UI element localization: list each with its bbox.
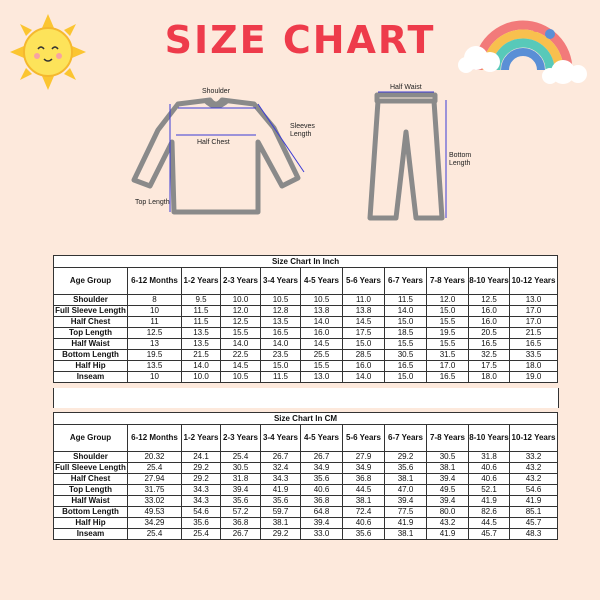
table-cell: 22.5 bbox=[221, 350, 261, 361]
label-sleeves-length: Sleeves Length bbox=[290, 123, 315, 138]
table-cell: 29.2 bbox=[182, 474, 221, 485]
cm-size-table bbox=[53, 412, 558, 540]
table-cell: 13 bbox=[128, 339, 182, 350]
table-cell: 10.5 bbox=[261, 295, 301, 306]
table-cell: 38.1 bbox=[261, 518, 301, 529]
column-header: 10-12 Years bbox=[510, 425, 558, 452]
table-cell: 14.0 bbox=[301, 317, 343, 328]
table-cell: 10.5 bbox=[301, 295, 343, 306]
table-cell: 15.5 bbox=[221, 328, 261, 339]
table-cell: 80.0 bbox=[427, 507, 469, 518]
table-cell: 11.5 bbox=[182, 306, 221, 317]
table-cell: 38.1 bbox=[385, 474, 427, 485]
table-cell: 24.1 bbox=[182, 452, 221, 463]
table-cell: 52.1 bbox=[469, 485, 510, 496]
column-header: 6-7 Years bbox=[385, 425, 427, 452]
table-cell: 13.8 bbox=[343, 306, 385, 317]
table-row bbox=[54, 350, 558, 361]
table-cell: 35.6 bbox=[221, 496, 261, 507]
column-header: Age Group bbox=[54, 268, 128, 295]
table-cell: 35.6 bbox=[343, 529, 385, 540]
table-cell: 54.6 bbox=[182, 507, 221, 518]
table-cell: 33.02 bbox=[128, 496, 182, 507]
garment-diagram bbox=[0, 80, 600, 250]
table-cell: 17.0 bbox=[510, 317, 558, 328]
table-cell: 8 bbox=[128, 295, 182, 306]
table-cell: 34.9 bbox=[343, 463, 385, 474]
table-cell: 13.8 bbox=[301, 306, 343, 317]
column-header: 6-12 Months bbox=[128, 425, 182, 452]
table-cell: 20.32 bbox=[128, 452, 182, 463]
table-row bbox=[54, 507, 558, 518]
table-cell: 39.4 bbox=[301, 518, 343, 529]
table-cell: 12.5 bbox=[221, 317, 261, 328]
table-cell: 15.0 bbox=[343, 339, 385, 350]
table-cell: 17.0 bbox=[510, 306, 558, 317]
table-cell: 29.2 bbox=[182, 463, 221, 474]
table-cell: 14.0 bbox=[182, 361, 221, 372]
table-cell: 35.6 bbox=[182, 518, 221, 529]
table-cell: 32.4 bbox=[261, 463, 301, 474]
column-header: 2-3 Years bbox=[221, 425, 261, 452]
table-cell: 10.0 bbox=[221, 295, 261, 306]
table-cell: 29.2 bbox=[385, 452, 427, 463]
column-header: 6-12 Months bbox=[128, 268, 182, 295]
table-cell: 15.5 bbox=[427, 339, 469, 350]
table-row bbox=[54, 339, 558, 350]
table-cell: 26.7 bbox=[301, 452, 343, 463]
table-cell: 35.6 bbox=[301, 474, 343, 485]
table-row bbox=[54, 372, 558, 383]
table-cell: 45.7 bbox=[510, 518, 558, 529]
label-half-waist: Half Waist bbox=[390, 84, 422, 91]
table-cell: 34.3 bbox=[261, 474, 301, 485]
table-cell: 35.6 bbox=[261, 496, 301, 507]
table-cell: 10.5 bbox=[221, 372, 261, 383]
label-half-chest: Half Chest bbox=[197, 139, 230, 146]
column-header: 6-7 Years bbox=[385, 268, 427, 295]
table-cell: 11.5 bbox=[182, 317, 221, 328]
table-cell: 85.1 bbox=[510, 507, 558, 518]
table-cell: 31.5 bbox=[427, 350, 469, 361]
row-label: Top Length bbox=[54, 328, 128, 339]
table-cell: 33.2 bbox=[510, 452, 558, 463]
table-cell: 14.0 bbox=[221, 339, 261, 350]
row-label: Shoulder bbox=[54, 295, 128, 306]
table-cell: 39.4 bbox=[385, 496, 427, 507]
inch-size-table bbox=[53, 255, 558, 383]
table-cell: 15.5 bbox=[427, 317, 469, 328]
column-header: 7-8 Years bbox=[427, 268, 469, 295]
table-row bbox=[54, 306, 558, 317]
table-cell: 43.2 bbox=[510, 474, 558, 485]
table-cell: 11.5 bbox=[261, 372, 301, 383]
table-cell: 13.5 bbox=[128, 361, 182, 372]
table-cell: 11.5 bbox=[385, 295, 427, 306]
table-cell: 26.7 bbox=[261, 452, 301, 463]
row-label: Bottom Length bbox=[54, 350, 128, 361]
table-cell: 25.4 bbox=[221, 452, 261, 463]
table-cell: 38.1 bbox=[343, 496, 385, 507]
table-cell: 39.4 bbox=[427, 496, 469, 507]
table-cell: 16.5 bbox=[427, 372, 469, 383]
table-cell: 59.7 bbox=[261, 507, 301, 518]
table-row bbox=[54, 295, 558, 306]
table-cell: 33.0 bbox=[301, 529, 343, 540]
table-cell: 44.5 bbox=[343, 485, 385, 496]
table-row bbox=[54, 518, 558, 529]
table-cell: 13.0 bbox=[301, 372, 343, 383]
table-cell: 41.9 bbox=[261, 485, 301, 496]
table-cell: 16.5 bbox=[510, 339, 558, 350]
table-cell: 18.5 bbox=[385, 328, 427, 339]
pants-illustration bbox=[370, 95, 442, 218]
column-header: 2-3 Years bbox=[221, 268, 261, 295]
label-top-length: Top Length bbox=[135, 199, 170, 206]
table-cell: 82.6 bbox=[469, 507, 510, 518]
table-cell: 10.0 bbox=[182, 372, 221, 383]
row-label: Half Waist bbox=[54, 496, 128, 507]
table-cell: 16.0 bbox=[301, 328, 343, 339]
table-cell: 26.7 bbox=[221, 529, 261, 540]
table-cell: 21.5 bbox=[182, 350, 221, 361]
table-cell: 16.5 bbox=[469, 339, 510, 350]
table-cell: 54.6 bbox=[510, 485, 558, 496]
column-header: 5-6 Years bbox=[343, 268, 385, 295]
table-cell: 31.8 bbox=[469, 452, 510, 463]
table-cell: 13.5 bbox=[261, 317, 301, 328]
table-cell: 36.8 bbox=[301, 496, 343, 507]
table-cell: 25.5 bbox=[301, 350, 343, 361]
table-cell: 15.0 bbox=[261, 361, 301, 372]
table-cell: 43.2 bbox=[510, 463, 558, 474]
table-cell: 11.0 bbox=[343, 295, 385, 306]
table-cell: 41.9 bbox=[427, 529, 469, 540]
column-header: 4-5 Years bbox=[301, 425, 343, 452]
row-label: Full Sleeve Length bbox=[55, 463, 126, 472]
table-cell: 29.2 bbox=[261, 529, 301, 540]
column-header: 10-12 Years bbox=[510, 268, 558, 295]
column-header: 3-4 Years bbox=[261, 425, 301, 452]
table-cell: 15.0 bbox=[385, 317, 427, 328]
table-cell: 17.0 bbox=[427, 361, 469, 372]
table-cell: 28.5 bbox=[343, 350, 385, 361]
row-label: Half Waist bbox=[54, 339, 128, 350]
table-cell: 15.5 bbox=[385, 339, 427, 350]
table-cell: 16.0 bbox=[469, 317, 510, 328]
table-cell: 16.5 bbox=[261, 328, 301, 339]
table-cell: 40.6 bbox=[469, 463, 510, 474]
table-cell: 47.0 bbox=[385, 485, 427, 496]
page-title: SIZE CHART bbox=[164, 18, 436, 62]
top-illustration bbox=[134, 100, 298, 212]
table-cell: 49.53 bbox=[128, 507, 182, 518]
table-cell: 16.5 bbox=[385, 361, 427, 372]
column-header: 5-6 Years bbox=[343, 425, 385, 452]
table-cell: 15.0 bbox=[385, 372, 427, 383]
table-cell: 49.5 bbox=[427, 485, 469, 496]
row-label: Half Hip bbox=[54, 361, 128, 372]
table-cell: 38.1 bbox=[385, 529, 427, 540]
table-cell: 12.5 bbox=[469, 295, 510, 306]
table-cell: 13.5 bbox=[182, 339, 221, 350]
table-cell: 38.1 bbox=[427, 463, 469, 474]
table-cell: 17.5 bbox=[343, 328, 385, 339]
table-cell: 31.8 bbox=[221, 474, 261, 485]
table-row bbox=[54, 529, 558, 540]
table-cell: 14.5 bbox=[221, 361, 261, 372]
table-cell: 15.5 bbox=[301, 361, 343, 372]
table-cell: 13.0 bbox=[510, 295, 558, 306]
inch-table-caption: Size Chart In Inch bbox=[54, 256, 558, 268]
table-cell: 12.5 bbox=[128, 328, 182, 339]
table-cell: 32.5 bbox=[469, 350, 510, 361]
table-cell: 9.5 bbox=[182, 295, 221, 306]
table-cell: 34.3 bbox=[182, 496, 221, 507]
table-cell: 30.5 bbox=[385, 350, 427, 361]
table-cell: 31.75 bbox=[128, 485, 182, 496]
table-cell: 40.6 bbox=[301, 485, 343, 496]
table-cell: 48.3 bbox=[510, 529, 558, 540]
table-cell: 39.4 bbox=[221, 485, 261, 496]
table-cell: 12.8 bbox=[261, 306, 301, 317]
table-cell: 23.5 bbox=[261, 350, 301, 361]
table-cell: 36.8 bbox=[221, 518, 261, 529]
column-header: 1-2 Years bbox=[182, 425, 221, 452]
row-label: Top Length bbox=[54, 485, 128, 496]
table-cell: 72.4 bbox=[343, 507, 385, 518]
table-cell: 27.94 bbox=[128, 474, 182, 485]
table-cell: 44.5 bbox=[469, 518, 510, 529]
table-cell: 11 bbox=[128, 317, 182, 328]
table-cell: 15.0 bbox=[427, 306, 469, 317]
table-cell: 19.5 bbox=[128, 350, 182, 361]
table-cell: 27.9 bbox=[343, 452, 385, 463]
table-cell: 34.9 bbox=[301, 463, 343, 474]
table-cell: 40.6 bbox=[469, 474, 510, 485]
row-label: Half Chest bbox=[54, 474, 128, 485]
row-label: Shoulder bbox=[54, 452, 128, 463]
row-label: Half Hip bbox=[54, 518, 128, 529]
table-cell: 21.5 bbox=[510, 328, 558, 339]
table-cell: 16.0 bbox=[469, 306, 510, 317]
column-header: 8-10 Years bbox=[469, 425, 510, 452]
table-row bbox=[54, 463, 558, 474]
table-cell: 39.4 bbox=[427, 474, 469, 485]
table-row bbox=[54, 496, 558, 507]
table-cell: 10 bbox=[128, 372, 182, 383]
cm-table-caption: Size Chart In CM bbox=[54, 413, 558, 425]
column-header: 4-5 Years bbox=[301, 268, 343, 295]
column-header: Age Group bbox=[54, 425, 128, 452]
table-cell: 43.2 bbox=[427, 518, 469, 529]
table-row bbox=[54, 317, 558, 328]
table-cell: 12.0 bbox=[427, 295, 469, 306]
table-cell: 17.5 bbox=[469, 361, 510, 372]
table-cell: 40.6 bbox=[343, 518, 385, 529]
table-cell: 41.9 bbox=[385, 518, 427, 529]
column-header: 1-2 Years bbox=[182, 268, 221, 295]
table-cell: 10 bbox=[128, 306, 182, 317]
table-cell: 19.5 bbox=[427, 328, 469, 339]
table-cell: 19.0 bbox=[510, 372, 558, 383]
table-cell: 20.5 bbox=[469, 328, 510, 339]
table-spacer bbox=[53, 388, 559, 408]
table-cell: 25.4 bbox=[182, 529, 221, 540]
table-cell: 18.0 bbox=[469, 372, 510, 383]
table-cell: 14.0 bbox=[385, 306, 427, 317]
table-cell: 30.5 bbox=[221, 463, 261, 474]
table-cell: 34.29 bbox=[128, 518, 182, 529]
row-label: Inseam bbox=[54, 529, 128, 540]
table-cell: 12.0 bbox=[221, 306, 261, 317]
table-cell: 14.0 bbox=[343, 372, 385, 383]
row-label: Bottom Length bbox=[54, 507, 128, 518]
table-cell: 41.9 bbox=[469, 496, 510, 507]
table-cell: 77.5 bbox=[385, 507, 427, 518]
table-cell: 14.0 bbox=[261, 339, 301, 350]
table-cell: 25.4 bbox=[128, 463, 182, 474]
label-bottom-length: Bottom Length bbox=[449, 152, 472, 167]
row-label: Full Sleeve Length bbox=[55, 306, 126, 315]
table-cell: 45.7 bbox=[469, 529, 510, 540]
table-cell: 18.0 bbox=[510, 361, 558, 372]
column-header: 7-8 Years bbox=[427, 425, 469, 452]
table-cell: 35.6 bbox=[385, 463, 427, 474]
table-row bbox=[54, 328, 558, 339]
table-cell: 41.9 bbox=[510, 496, 558, 507]
table-row bbox=[54, 474, 558, 485]
column-header: 8-10 Years bbox=[469, 268, 510, 295]
table-cell: 57.2 bbox=[221, 507, 261, 518]
table-row bbox=[54, 485, 558, 496]
table-cell: 64.8 bbox=[301, 507, 343, 518]
table-cell: 30.5 bbox=[427, 452, 469, 463]
table-cell: 14.5 bbox=[301, 339, 343, 350]
table-cell: 16.0 bbox=[343, 361, 385, 372]
table-row bbox=[54, 361, 558, 372]
row-label: Inseam bbox=[54, 372, 128, 383]
table-cell: 25.4 bbox=[128, 529, 182, 540]
column-header: 3-4 Years bbox=[261, 268, 301, 295]
label-shoulder: Shoulder bbox=[202, 88, 231, 95]
table-cell: 33.5 bbox=[510, 350, 558, 361]
table-cell: 13.5 bbox=[182, 328, 221, 339]
table-row bbox=[54, 452, 558, 463]
row-label: Half Chest bbox=[54, 317, 128, 328]
table-cell: 14.5 bbox=[343, 317, 385, 328]
table-cell: 36.8 bbox=[343, 474, 385, 485]
table-cell: 34.3 bbox=[182, 485, 221, 496]
